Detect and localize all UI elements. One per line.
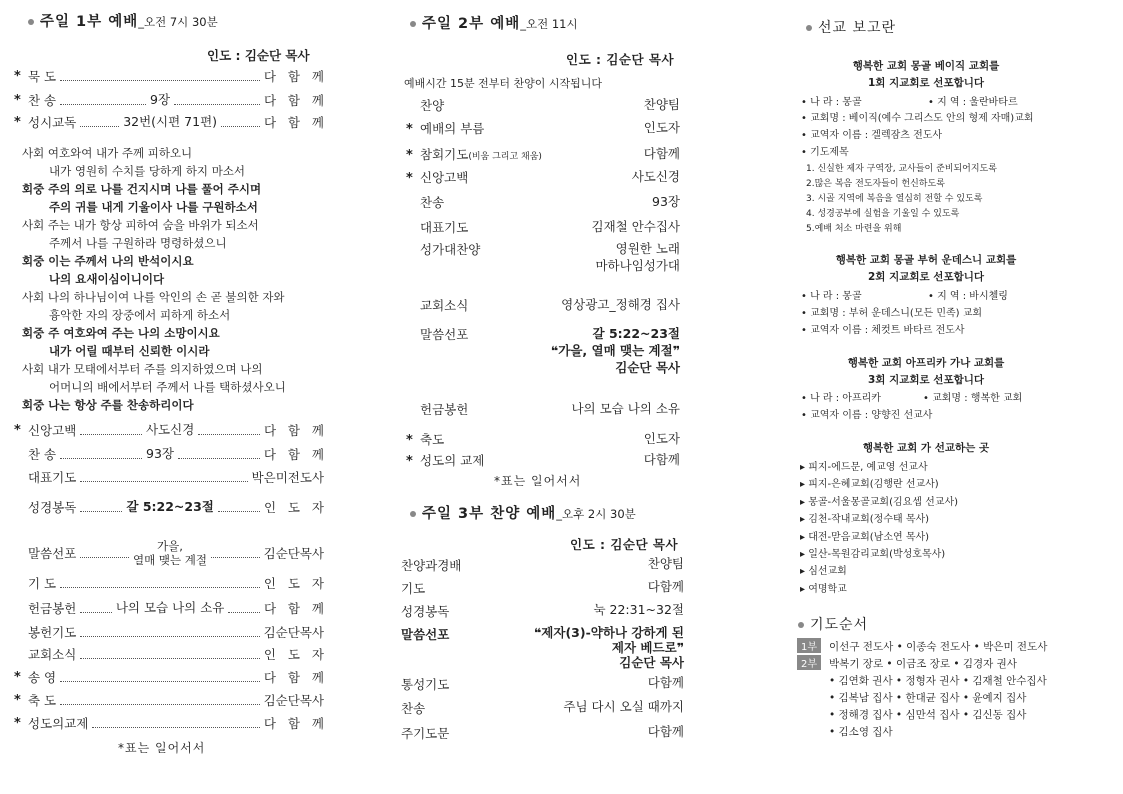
order-responsible: 다 함 께 (263, 716, 324, 731)
order-detail: 9장 (150, 92, 171, 107)
mission1-country: • 나 라 : 몽골 (801, 97, 862, 108)
order-responsible: 다함께 (643, 452, 680, 467)
order-label: 축 도 (28, 693, 57, 708)
order-responsible: 김순단목사 (263, 625, 324, 640)
mission3-heading: 행복한 교회 아프리카 가나 교회를 (847, 357, 1005, 369)
reading-text: 주 여호와여 주는 나의 소망이시요 (48, 326, 220, 340)
order-responsible-2: 제자 베드로❞ (611, 640, 684, 655)
order-label-cell (406, 325, 468, 343)
order-label: 기 도 (28, 576, 57, 591)
order-label-cell (406, 96, 444, 114)
reading-line-cont: 내가 어릴 때부터 신뢰한 이시라 (49, 344, 210, 358)
mission-location: ▸ 피지-은혜교회(김행란 선교사) (800, 479, 939, 491)
order-label: 송 영 (28, 670, 57, 685)
order-responsible-cell (644, 119, 680, 136)
order-responsible-3: 김순단 목사 (615, 360, 680, 375)
order-label: 말씀선포 (28, 546, 77, 561)
order-row (14, 421, 324, 439)
prayer-order-title-text: 기도순서 (810, 617, 869, 633)
service2-time: _오전 11시 (520, 17, 578, 31)
mission1-minister: • 교역자 이름 : 겔렉잠츠 전도사 (801, 130, 943, 141)
order-label: 찬 송 (28, 93, 57, 108)
order-label-cell (406, 400, 468, 418)
mission1-subheading: 1회 지교회로 선포합니다 (867, 77, 985, 89)
service2-leader: 인도 : 김순단 목사 (566, 52, 675, 67)
bullet-icon (798, 622, 804, 628)
service1-title (28, 10, 218, 31)
order-label: 성경봉독 (401, 604, 450, 619)
mission2-church: • 교회명 : 부허 운데스니(모든 민족) 교회 (801, 308, 983, 319)
reading-role: 사회 (22, 290, 45, 304)
dot-leader (80, 481, 247, 482)
order-label-cell (406, 168, 468, 186)
prayer-topic: 3. 시골 지역에 복음을 열심히 전할 수 있도록 (806, 194, 983, 204)
reading-line-cont: 흉악한 자의 장중에서 피하게 하소서 (49, 308, 231, 322)
order-responsible-cell (648, 556, 684, 571)
service3-title-text: 주일 3부 찬양 예배 (422, 506, 557, 522)
reading-line (22, 217, 259, 233)
reading-role: 회중 (22, 182, 45, 196)
order-label-cell (406, 296, 468, 314)
service3-title (410, 502, 636, 523)
reading-line (22, 397, 194, 413)
order-row (14, 468, 324, 486)
order-responsible: 사도신경 (631, 169, 680, 184)
order-label: 말씀선포 (401, 627, 450, 642)
order-responsible: 93장 (652, 194, 680, 209)
order-responsible-cell (592, 218, 681, 235)
standing-mark: * (14, 715, 21, 731)
order-responsible: 영원한 노래 (615, 241, 680, 256)
order-label: 대표기도 (28, 470, 77, 485)
service2-title-text: 주일 2부 예배 (422, 16, 521, 32)
order-label: 찬양과경배 (401, 558, 462, 573)
prayer-line-2-text: 박복기 장로 • 이금조 장로 • 김경자 권사 (829, 658, 1017, 670)
mission-location: ▸ 여명학교 (800, 583, 847, 595)
order-label-cell (406, 451, 484, 469)
mission3-country: • 나 라 : 아프리카 (801, 393, 881, 404)
reading-text: 이는 주께서 나의 반석이시요 (48, 254, 194, 268)
dot-leader (80, 511, 122, 512)
mission-location: ▸ 심선교회 (800, 566, 847, 578)
order-label: 찬송 (420, 195, 445, 210)
reading-text: 나의 하나님이여 나를 악인의 손 곧 불의한 자와 (47, 290, 285, 304)
order-responsible: 인 도 자 (263, 576, 324, 591)
prayer-order-title (798, 614, 868, 634)
reading-line (22, 181, 261, 197)
order-responsible: 다함께 (647, 675, 684, 690)
order-label-cell (406, 218, 468, 236)
prayer-line-1 (797, 638, 1047, 654)
order-responsible-cell (561, 296, 680, 313)
prayer-topic: 1. 신실한 제자 구역장, 교사들이 준비되어지도록 (806, 164, 997, 174)
mission2-subheading: 2회 지교회로 선포합니다 (867, 271, 985, 283)
order-responsible-2: ❝가을, 열매 맺는 계절❞ (550, 343, 680, 358)
order-label: 성시교독 (28, 115, 77, 130)
order-detail: 93장 (146, 446, 175, 461)
reading-line-cont: 주께서 나를 구원하라 명령하셨으니 (49, 236, 227, 250)
service1-title-text: 주일 1부 예배 (40, 14, 139, 30)
order-responsible: 다함께 (643, 146, 680, 161)
mission2-region: • 지 역 : 바시첼링 (928, 291, 1008, 302)
order-responsible-cell (534, 625, 684, 670)
order-responsible: 다 함 께 (263, 423, 325, 438)
reading-line (22, 145, 192, 161)
mission3-subheading: 3회 지교회로 선포합니다 (867, 374, 985, 386)
order-label: 신앙고백 (28, 423, 77, 438)
standing-mark: * (14, 692, 21, 708)
order-responsible: 다 함 께 (263, 447, 324, 462)
mission2-country: • 나 라 : 몽골 (801, 291, 862, 302)
mission1-heading: 행복한 교회 몽골 베이직 교회를 (852, 60, 1000, 72)
order-label: 축도 (420, 432, 445, 447)
dot-leader (178, 458, 260, 459)
order-responsible: 인 도 자 (263, 647, 324, 662)
mission-location: ▸ 몽골-서울몽골교회(김요셉 선교사) (800, 496, 959, 508)
order-responsible-2: 마하나임성가대 (595, 258, 680, 273)
mission-location: ▸ 피지-에드문, 예교영 선교사 (800, 462, 928, 473)
order-row (14, 645, 324, 663)
reading-line-cont: 나의 요새이심이니이다 (49, 272, 165, 286)
reading-line (22, 253, 194, 269)
prayer-line-2 (797, 655, 1017, 671)
mission2-minister: • 교역자 이름 : 체컷트 바타르 전도사 (801, 325, 965, 336)
order-responsible: 눅 22:31~32절 (593, 602, 684, 617)
order-row (14, 599, 324, 617)
order-row (14, 445, 324, 463)
dot-leader (80, 658, 260, 659)
service1-leader: 인도 : 김순단 목사 (207, 48, 310, 63)
order-label: 참회기도 (420, 147, 469, 162)
reading-text: 주의 의로 나를 건지시며 나를 풀어 주시며 (48, 182, 262, 196)
order-responsible: 다 함 께 (263, 670, 324, 685)
dot-leader (228, 612, 260, 613)
prayer-topic: 2.많은 복음 전도자들이 헌신하도록 (806, 179, 945, 189)
dot-leader (80, 612, 112, 613)
order-label: 성도의 교제 (420, 453, 485, 468)
prayer-line: • 김복남 집사 • 한대균 집사 • 윤예지 집사 (829, 692, 1027, 704)
dot-leader (80, 557, 129, 558)
order-row (14, 91, 324, 109)
order-responsible-cell (648, 675, 684, 690)
bullet-icon (806, 25, 812, 31)
order-label-cell (406, 430, 444, 448)
order-responsible-3: 김순단 목사 (619, 655, 684, 670)
order-label: 주기도문 (401, 726, 450, 741)
prayer-topic: 5.예배 처소 마련을 위해 (806, 224, 902, 234)
order-responsible: 나의 모습 나의 소유 (571, 401, 680, 416)
order-responsible: 인도자 (643, 120, 680, 135)
mission1-church: • 교회명 : 베이직(예수 그리스도 안의 형제 자매)교회 (801, 113, 1034, 124)
prayer-line-1-text: 이선구 전도사 • 이종숙 전도사 • 박은미 전도사 (829, 641, 1048, 653)
order-label-cell (406, 145, 542, 163)
dot-leader (221, 126, 260, 127)
order-row (14, 714, 324, 732)
standing-mark: * (406, 454, 413, 469)
standing-mark: * (14, 669, 21, 685)
dot-leader (218, 511, 260, 512)
dot-leader (80, 434, 142, 435)
order-row (14, 67, 324, 85)
order-label: 봉헌기도 (28, 625, 77, 640)
order-label: 헌금봉헌 (28, 601, 77, 616)
order-label: 교회소식 (420, 298, 469, 313)
bullet-icon (410, 21, 416, 27)
reading-role: 사회 (22, 146, 45, 160)
reading-text: 나는 항상 주를 찬송하리이다 (48, 398, 194, 412)
mission2-heading: 행복한 교회 몽골 부허 운데스니 교회를 (835, 254, 1017, 266)
reading-text: 주는 내가 항상 피하여 숨을 바위가 되소서 (47, 218, 259, 232)
order-responsible: 다함께 (647, 579, 684, 594)
order-row (14, 574, 324, 592)
order-responsible-cell (563, 699, 684, 714)
prayer-line: • 김연화 권사 • 정형자 권사 • 김재철 안수집사 (829, 675, 1047, 687)
order-responsible: 김재철 안수집사 (591, 219, 680, 234)
service2-footnote: *표는 일어서서 (494, 474, 582, 488)
prayer-line: • 정해경 집사 • 심만석 집사 • 김신동 집사 (829, 709, 1027, 721)
order-label: 대표기도 (420, 220, 469, 235)
dot-leader (60, 104, 146, 105)
mission3-church: • 교회명 : 행복한 교회 (923, 393, 1023, 404)
order-responsible: 박은미전도사 (251, 470, 324, 485)
order-label: 성경봉독 (28, 500, 77, 515)
order-responsible: 영상광고_정해경 집사 (561, 297, 680, 312)
order-responsible: 다 함 께 (263, 93, 325, 108)
order-responsible-cell (593, 602, 684, 617)
dot-leader (60, 80, 260, 81)
order-responsible-cell (551, 325, 680, 376)
dot-leader (211, 557, 260, 558)
order-responsible-cell (644, 96, 680, 113)
order-label: 찬양 (420, 98, 445, 113)
order-responsible: 김순단목사 (263, 693, 324, 708)
order-responsible-cell (595, 240, 680, 274)
service3-leader: 인도 : 김순단 목사 (570, 537, 679, 552)
order-row (14, 623, 324, 641)
order-responsible-cell (648, 579, 684, 594)
order-label: 신앙고백 (420, 170, 469, 185)
prayer-topic: 4. 성경공부에 실험을 기울일 수 있도록 (806, 209, 960, 219)
mission3-minister: • 교역자 이름 : 양향진 선교사 (801, 410, 933, 421)
bullet-icon (28, 19, 34, 25)
reading-line (22, 361, 262, 377)
order-label: 찬송 (401, 701, 426, 716)
order-row (14, 691, 324, 709)
order-responsible: 다 함 께 (263, 601, 325, 616)
order-label: 묵 도 (28, 69, 57, 84)
dot-leader (198, 434, 260, 435)
dot-leader (60, 704, 259, 705)
reading-role: 사회 (22, 362, 45, 376)
order-label: 성가대찬양 (420, 242, 481, 257)
order-detail: 가을, 열매 맺는 계절 (132, 539, 207, 567)
order-responsible: 다 함 께 (263, 69, 324, 84)
service1-tag: 1부 (797, 638, 821, 653)
order-detail: 32번(시편 71편) (123, 114, 218, 129)
order-label-cell (406, 119, 484, 137)
mission-report-title-text: 선교 보고란 (818, 20, 897, 36)
standing-mark: * (406, 433, 413, 448)
order-responsible-cell (571, 400, 680, 417)
service2-title (410, 12, 578, 33)
standing-mark: * (406, 148, 413, 163)
order-label: 예배의 부름 (420, 121, 485, 136)
order-label: 통성기도 (401, 677, 450, 692)
order-label: 교회소식 (28, 647, 77, 662)
dot-leader (174, 104, 260, 105)
order-responsible: ❝제자(3)-약하나 강하게 된 (533, 625, 684, 640)
standing-mark: * (406, 122, 413, 137)
standing-mark: * (14, 114, 21, 130)
order-label: 말씀선포 (420, 327, 469, 342)
dot-leader (92, 727, 260, 728)
reading-line-cont: 주의 귀를 내게 기울이사 나를 구원하소서 (49, 200, 258, 214)
standing-mark: * (406, 171, 413, 186)
reading-line (22, 325, 220, 341)
reading-line (22, 289, 285, 305)
order-label-cell (406, 193, 444, 211)
reading-role: 회중 (22, 326, 45, 340)
order-label: 찬 송 (28, 447, 57, 462)
mission4-heading: 행복한 교회 가 선교하는 곳 (862, 442, 990, 454)
order-responsible: 다함께 (647, 724, 684, 739)
dot-leader (80, 126, 119, 127)
reading-text: 여호와여 내가 주께 피하오니 (47, 146, 193, 160)
reading-role: 회중 (22, 398, 45, 412)
mission1-prayer-label: • 기도제목 (801, 147, 849, 158)
reading-line-cont: 어머니의 배에서부터 주께서 나를 택하셨사오니 (49, 380, 286, 394)
order-label: 헌금봉헌 (420, 402, 469, 417)
order-responsible: 인도자 (643, 431, 680, 446)
reading-role: 회중 (22, 254, 45, 268)
bullet-icon (410, 511, 416, 517)
order-label: 성도의교제 (28, 716, 89, 731)
dot-leader (60, 458, 142, 459)
order-label: 기도 (401, 581, 426, 596)
dot-leader (80, 636, 259, 637)
order-responsible: 김순단목사 (263, 546, 325, 561)
order-responsible-cell (644, 430, 680, 447)
reading-role: 사회 (22, 218, 45, 232)
dot-leader (60, 681, 260, 682)
prayer-line: • 김소영 집사 (829, 726, 893, 738)
mission-location: ▸ 김천-작내교회(정수태 목사) (800, 514, 930, 526)
standing-mark: * (14, 68, 21, 84)
service1-time: _오전 7시 30분 (138, 15, 218, 29)
order-label-note: (비움 그리고 채움) (468, 152, 542, 162)
order-label-cell (406, 240, 480, 258)
order-responsible-cell (652, 193, 680, 210)
reading-text: 내가 모태에서부터 주를 의지하였으며 나의 (47, 362, 263, 376)
service1-footnote: *표는 일어서서 (118, 741, 206, 755)
order-responsible-cell (632, 168, 680, 185)
service2-tag: 2부 (797, 655, 821, 670)
mission-location: ▸ 일산-목원감리교회(박성호목사) (800, 549, 946, 560)
order-responsible: 인 도 자 (263, 500, 325, 515)
order-responsible-cell (644, 145, 680, 162)
order-responsible: 주님 다시 오실 때까지 (563, 699, 684, 714)
order-responsible: 다 함 께 (263, 115, 325, 130)
reading-line-cont: 내가 영원히 수치를 당하게 하지 마소서 (49, 164, 246, 178)
mission-report-title (806, 17, 896, 37)
dot-leader (60, 587, 260, 588)
mission1-region: • 지 역 : 울란바타르 (928, 97, 1018, 108)
order-detail: 나의 모습 나의 소유 (115, 600, 225, 615)
order-row (14, 539, 324, 567)
mission-location: ▸ 대전-맏음교회(남소연 목사) (800, 531, 930, 543)
order-detail: 사도신경 (145, 422, 195, 437)
service2-note: 예배시간 15분 전부터 찬양이 시작됩니다 (404, 77, 602, 90)
order-responsible: 찬양팀 (643, 97, 680, 112)
order-row (14, 668, 324, 686)
service3-time: _오후 2시 30분 (556, 507, 636, 521)
order-responsible-cell (644, 451, 680, 468)
order-row (14, 498, 324, 516)
order-row (14, 113, 324, 131)
order-responsible: 찬양팀 (647, 556, 684, 571)
order-responsible-cell (648, 724, 684, 739)
order-detail: 갈 5:22~23절 (126, 499, 214, 514)
standing-mark: * (14, 92, 21, 108)
order-responsible: 갈 5:22~23절 (592, 326, 680, 341)
standing-mark: * (14, 422, 21, 438)
